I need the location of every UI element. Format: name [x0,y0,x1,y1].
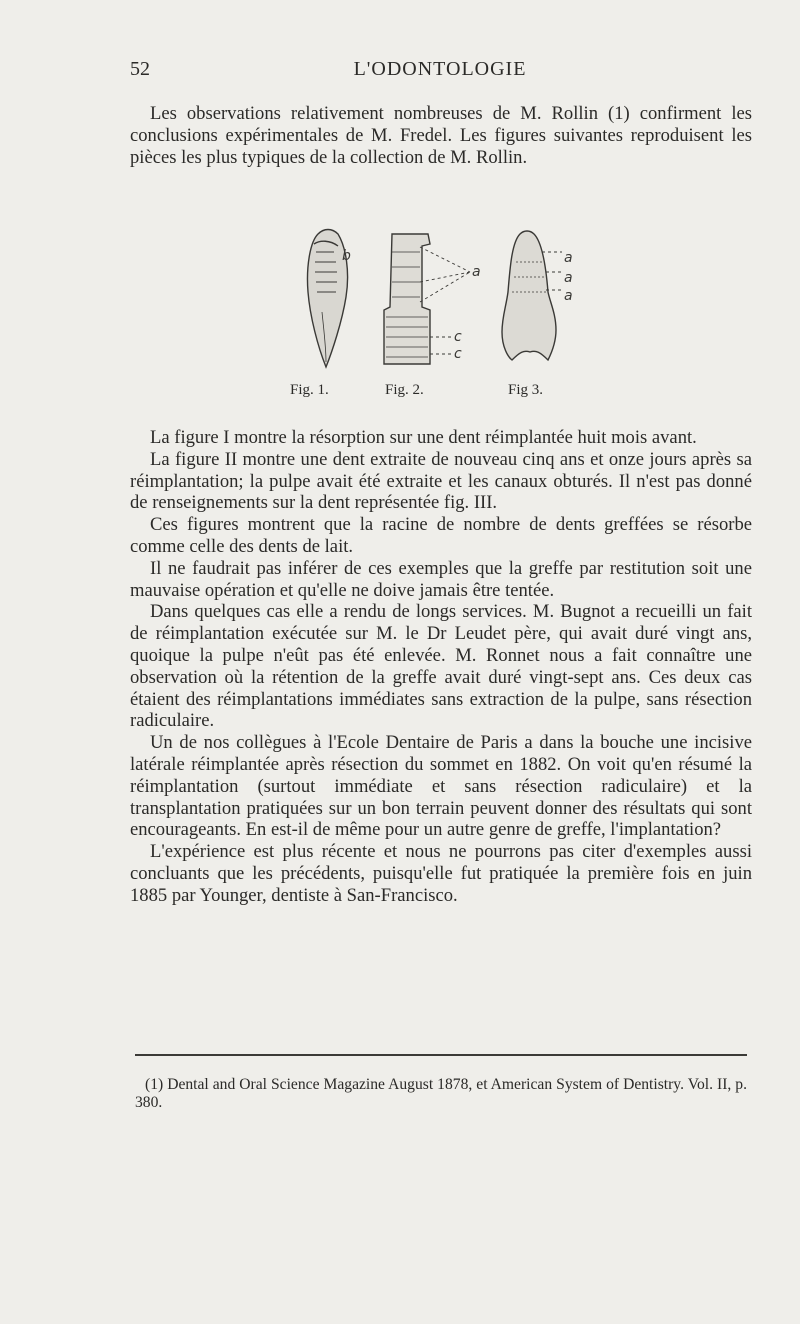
tooth-illustrations [280,222,610,382]
footnote [135,1076,747,1112]
page-number: 52 [130,58,150,80]
fig3-label-a-3: a [564,288,573,304]
paragraph-7: L'expérience est plus récente et nous ne pourrons pas citer d'exemples aussi concluants que les précédents, puisqu'elle fut pratiquée la première fois en juin 1885 par Younger, dentiste à San-Francisco. [130,841,752,906]
footnote-rule [135,1054,747,1056]
main-text-block [130,427,752,907]
running-title: L'ODONTOLOGIE [353,58,527,80]
running-head [130,58,750,84]
fig2-label-c-upper: c [454,329,462,345]
intro-block [130,103,752,168]
paragraph-1: La figure I montre la résorption sur une dent réimplantée huit mois avant. [150,427,697,448]
paragraph-2: La figure II montre une dent extraite de nouveau cinq ans et onze jours après sa réimplantation; la pulpe avait été extraite et les canaux obturés. Il n'est pas donné de renseignements sur la dent représentée fig. III. [130,448,752,514]
paragraph-5: Dans quelques cas elle a rendu de longs services. M. Bugnot a recueilli un fait de réimplantation exécutée sur M. le Dr Leudet père, qui avait duré vingt ans, quoique la pulpe n'eût pas été enlevée. M. Ronnet nous a fait connaître une observation où la rétention de la greffe avait duré vingt-sept ans. Ces deux cas étaient des réimplantations immédiates sans extraction de la pulpe, sans résection radiculaire. [130,601,752,732]
paragraph-6: Un de nos collègues à l'Ecole Dentaire de Paris a dans la bouche une incisive latérale réimplantée après résection du sommet en 1882. On voit qu'en résumé la réimplantation (surtout immédiate et sans résection radiculaire) et la transplantation pratiquées sur un bon terrain peuvent donner des résultats qui sont encourageants. En est-il de même pour un autre genre de greffe, l'implantation? [130,732,752,841]
figure-plate [280,222,610,407]
fig3-drawing [502,231,562,360]
fig2-label-a: a [472,264,481,280]
fig3-label-a-2: a [564,270,573,286]
fig1-caption: Fig. 1. [290,382,329,398]
fig3-label-a-1: a [564,250,573,266]
fig1-label-b: b [342,248,351,264]
paragraph-4: Il ne faudrait pas inférer de ces exemples que la greffe par restitution soit une mauvaise opération et qu'elle ne doive jamais être tentée. [130,557,752,601]
fig2-caption: Fig. 2. [385,382,424,398]
footnote-text: (1) Dental and Oral Science Magazine August 1878, et American System of Dentistry. Vol. II, p. 380. [135,1076,747,1111]
fig2-label-c-lower: c [454,346,462,362]
intro-paragraph: Les observations relativement nombreuses de M. Rollin (1) confirment les conclusions expérimentales de M. Fredel. Les figures suivantes reproduisent les pièces les plus typiques de la collection de M. Rollin. [130,103,752,168]
fig3-caption: Fig 3. [508,382,544,398]
paragraph-3: Ces figures montrent que la racine de nombre de dents greffées se résorbe comme celle des dents de lait. [130,514,752,557]
